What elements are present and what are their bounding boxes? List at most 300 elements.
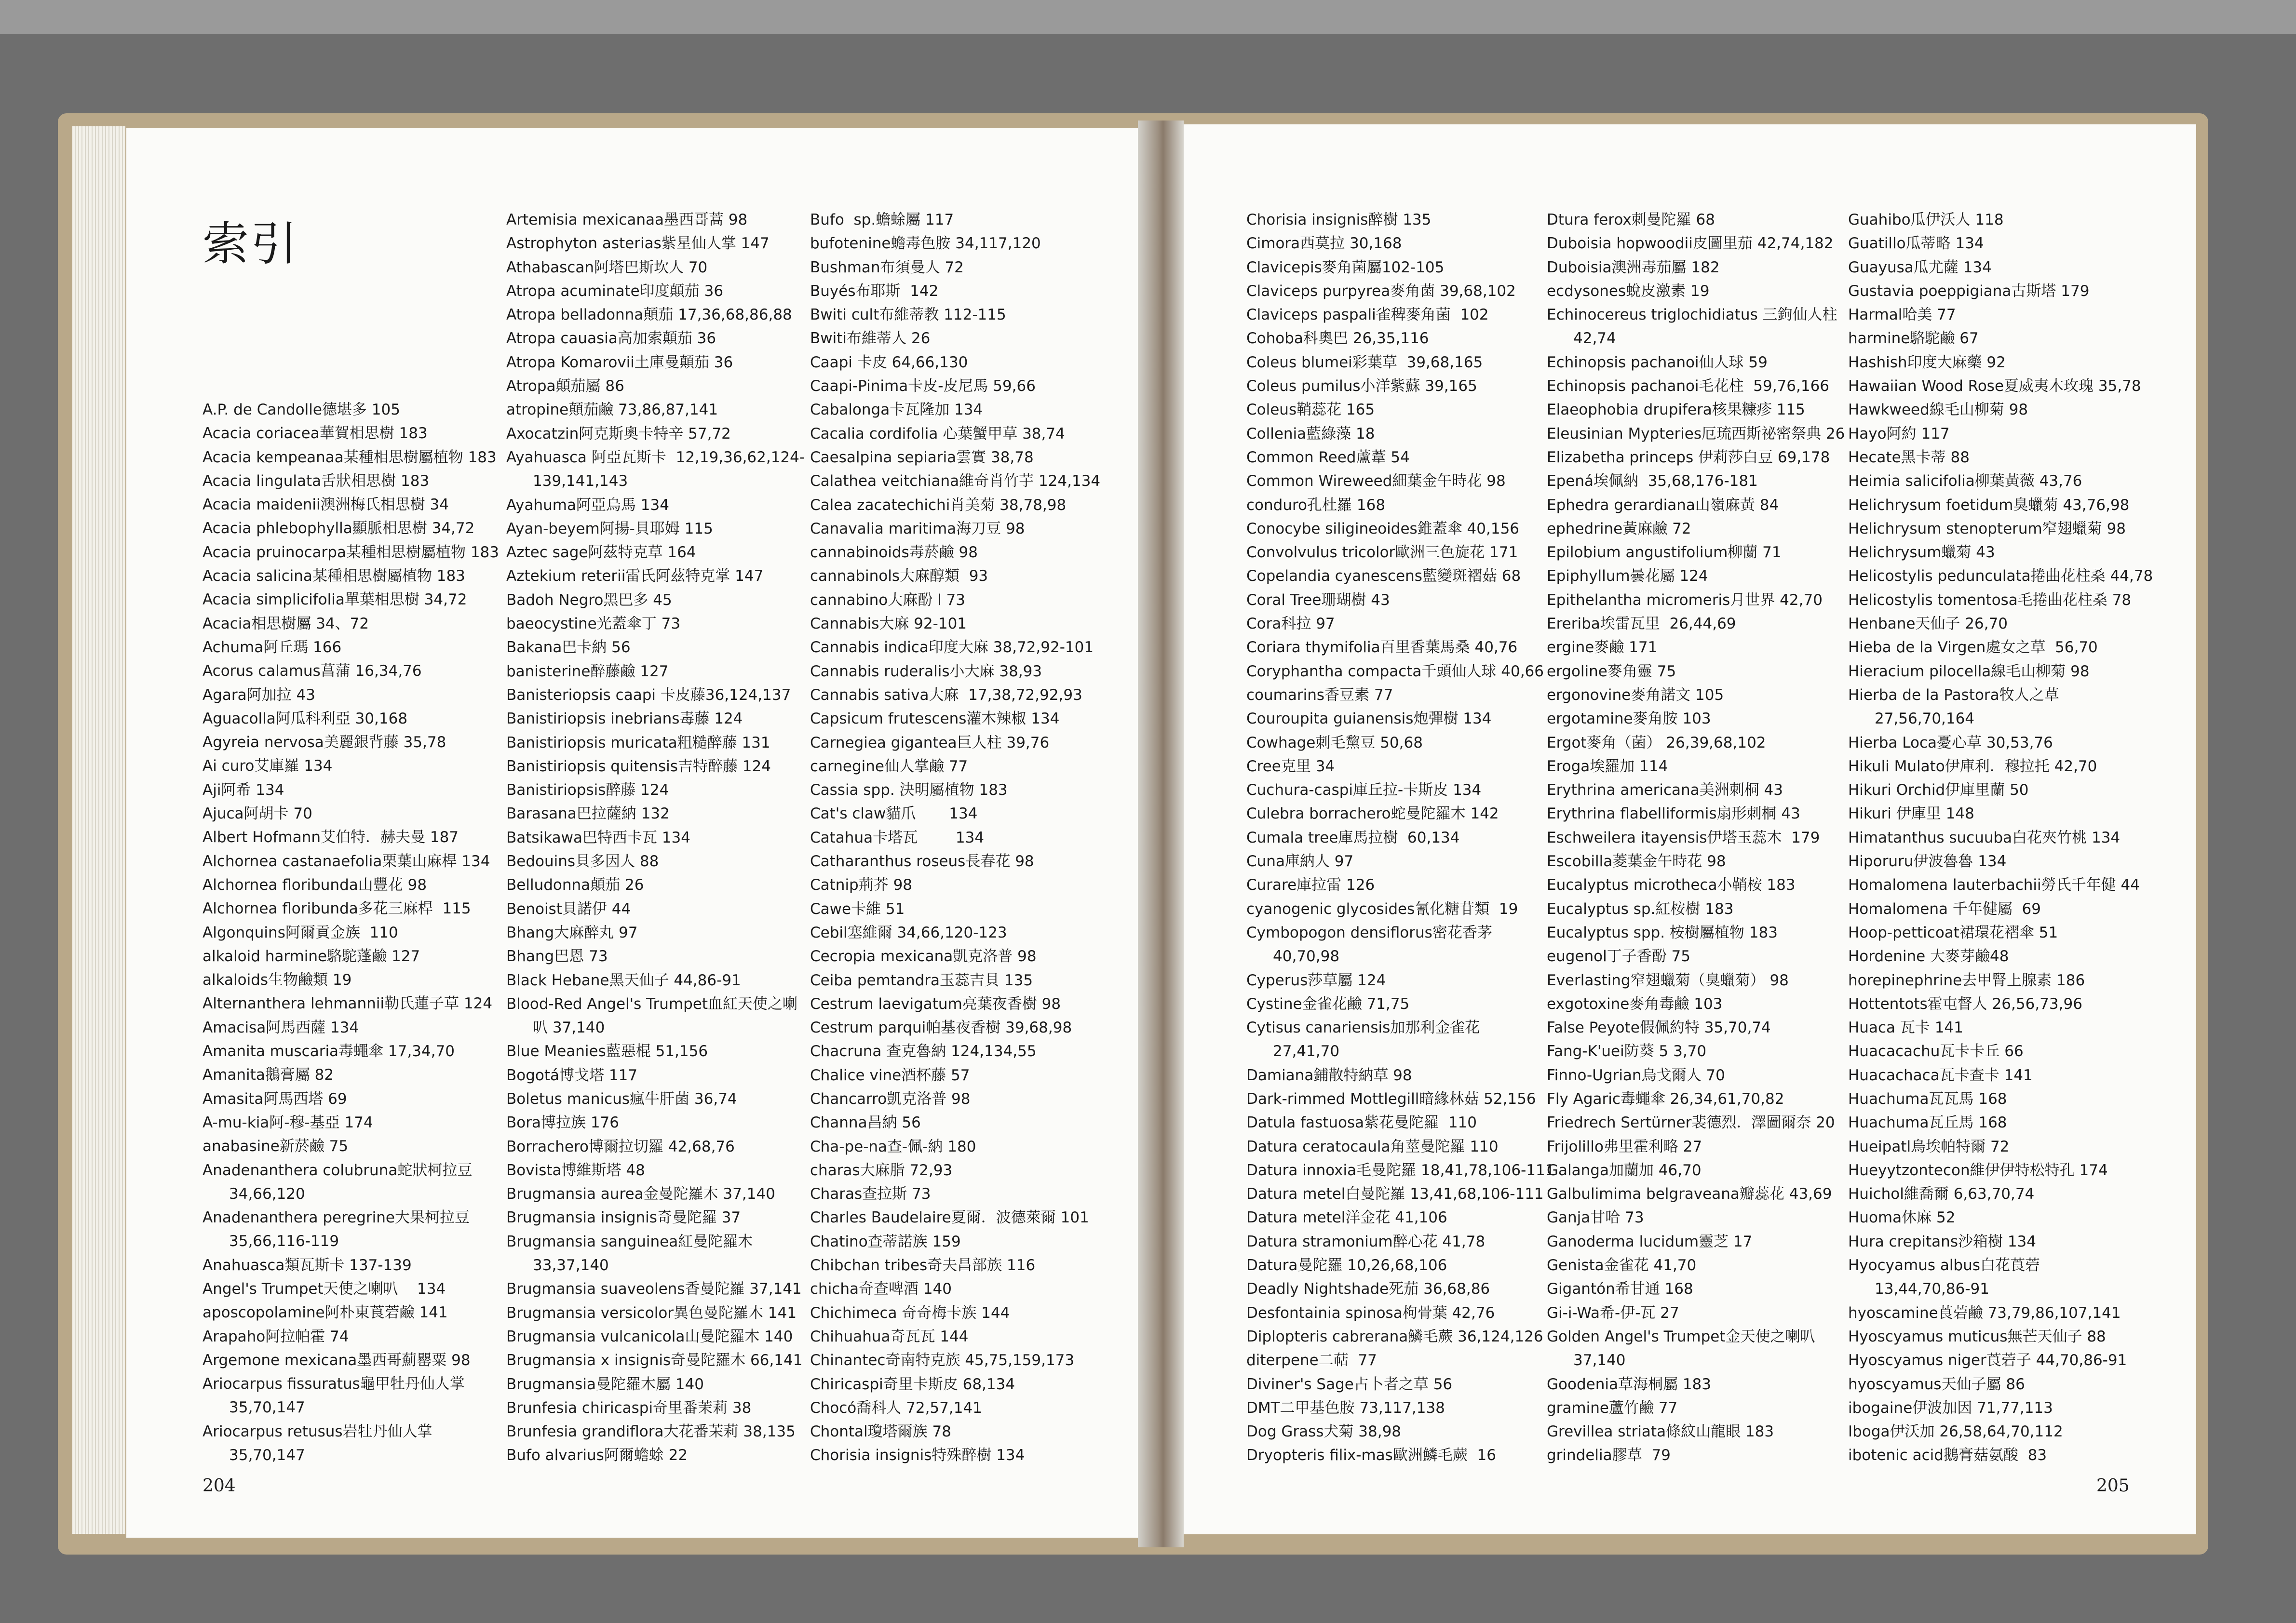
index-entry: Bakana巴卡納 56 <box>506 639 631 657</box>
index-entry: Cha-pe-na查-佩-納 180 <box>810 1138 976 1155</box>
index-entry: Amanita鵝膏屬 82 <box>203 1066 334 1084</box>
page-number-left: 204 <box>203 1476 236 1496</box>
index-entry: Helichrysum stenopterum窄翅蠟菊 98 <box>1848 520 2126 537</box>
index-entry: aposcopolamine阿朴東莨菪鹼 141 <box>203 1304 448 1322</box>
index-entry: Goodenia草海桐屬 183 <box>1547 1375 1711 1393</box>
index-entry: hyoscamine莨菪鹼 73,79,86,107,141 <box>1848 1304 2121 1322</box>
index-entry: Chatino查蒂諾族 159 <box>810 1233 961 1250</box>
index-entry: ibotenic acid鵝膏菇氨酸 83 <box>1848 1447 2047 1464</box>
index-entry: Caesalpina sepiaria雲實 38,78 <box>810 448 1034 466</box>
index-entry: Genista金雀花 41,70 <box>1547 1257 1697 1274</box>
index-column-left-1 <box>203 398 499 1467</box>
index-entry: Grevillea striata條紋山龍眼 183 <box>1547 1423 1774 1441</box>
index-entry-continuation: 27,41,70 <box>1273 1043 1340 1060</box>
index-entry: Cestrum laevigatum亮葉夜香樹 98 <box>810 995 1061 1013</box>
index-entry: Atropa cauasia高加索顛茄 36 <box>506 330 716 348</box>
index-entry-continuation: 叭 37,140 <box>533 1019 605 1037</box>
index-entry: Curare庫拉雷 126 <box>1246 876 1375 894</box>
index-entry: Acacia maidenii澳洲梅氏相思樹 34 <box>203 496 449 514</box>
index-entry: Ai curo艾庫羅 134 <box>203 757 333 775</box>
book-gutter <box>1138 121 1184 1547</box>
index-entry: Chorisia insignis特殊醉樹 134 <box>810 1447 1025 1464</box>
index-entry: Coleus pumilus小洋紫蘇 39,165 <box>1246 377 1477 395</box>
index-entry: Acacia coriacea華賀相思樹 183 <box>203 425 428 443</box>
index-entry: Couroupita guianensis炮彈樹 134 <box>1246 710 1492 728</box>
index-entry: ergotamine麥角胺 103 <box>1547 710 1711 728</box>
index-entry: Claviceps purpyrea麥角菌 39,68,102 <box>1246 282 1516 300</box>
index-entry: Hieba de la Virgen處女之草 56,70 <box>1848 639 2098 657</box>
index-entry: Charles Baudelaire夏爾．波德萊爾 101 <box>810 1209 1089 1227</box>
index-entry: Ganoderma lucidum靈芝 17 <box>1547 1233 1753 1250</box>
index-entry: Amanita muscaria毒蠅傘 17,34,70 <box>203 1043 455 1060</box>
index-entry: Conocybe siligineoides錐蓋傘 40,156 <box>1246 520 1520 537</box>
index-entry: Aji阿希 134 <box>203 781 284 799</box>
index-entry: Cytisus canariensis加那利金雀花 <box>1246 1019 1480 1037</box>
index-entry: Datura曼陀羅 10,26,68,106 <box>1246 1257 1447 1274</box>
index-entry: Hottentots霍屯督人 26,56,73,96 <box>1848 995 2082 1013</box>
index-entry: Cacalia cordifolia 心葉蟹甲草 38,74 <box>810 425 1065 443</box>
index-entry: Cebil塞維爾 34,66,120-123 <box>810 924 1007 941</box>
index-entry: Coral Tree珊瑚樹 43 <box>1246 591 1390 609</box>
index-entry: Angel's Trumpet天使之喇叭 134 <box>203 1280 446 1298</box>
index-entry: Acacia phlebophylla顯脈相思樹 34,72 <box>203 520 475 537</box>
index-entry: Bhang巴恩 73 <box>506 948 608 966</box>
index-entry-continuation: 42,74 <box>1573 330 1616 348</box>
index-entry: Banistiriopsis inebrians毒藤 124 <box>506 710 743 728</box>
index-entry: Clavicepis麥角菌屬102-105 <box>1246 258 1445 276</box>
index-entry: Blood-Red Angel's Trumpet血紅天使之喇 <box>506 995 798 1013</box>
index-entry: Huachuma瓦瓦馬 168 <box>1848 1090 2007 1108</box>
index-entry: Common Wireweed細葉金午時花 98 <box>1246 472 1506 490</box>
index-entry: Chichimeca 奇奇梅卡族 144 <box>810 1304 1010 1322</box>
index-entry: Cree克里 34 <box>1246 757 1335 775</box>
index-entry: Ergot麥角（菌） 26,39,68,102 <box>1547 734 1766 751</box>
index-entry: Catharanthus roseus長春花 98 <box>810 853 1034 871</box>
index-entry: cannabino大麻酚 l 73 <box>810 591 966 609</box>
index-entry: Diplopteris cabrerana鱗毛蕨 36,124,126 <box>1246 1328 1543 1345</box>
index-entry: Ceiba pemtandra玉蕊吉貝 135 <box>810 971 1033 989</box>
index-entry: gramine蘆竹鹼 77 <box>1547 1399 1678 1417</box>
index-entry: Banistiriopsis醉藤 124 <box>506 781 669 799</box>
index-entry: Friedrech Sertürner裴德烈．澤圖爾奈 20 <box>1547 1114 1835 1132</box>
index-entry: Guayusa瓜尤薩 134 <box>1848 258 1992 276</box>
index-entry: Ephedra gerardiana山嶺麻黃 84 <box>1547 496 1779 514</box>
index-entry: Buyés布耶斯 142 <box>810 282 939 300</box>
index-entry: Bedouins貝多因人 88 <box>506 853 659 871</box>
index-entry: Achuma阿丘瑪 166 <box>203 638 342 656</box>
index-entry: Hierba Loca憂心草 30,53,76 <box>1848 734 2053 751</box>
index-entry: Chancarro凱克洛普 98 <box>810 1090 971 1108</box>
index-entry: Huaca 瓦卡 141 <box>1848 1019 1963 1037</box>
index-entry: Desfontainia spinosa枸骨葉 42,76 <box>1246 1304 1495 1322</box>
index-entry-continuation: 27,56,70,164 <box>1875 710 1975 728</box>
index-entry: Hawkweed線毛山柳菊 98 <box>1848 401 2028 419</box>
index-entry: Helichrysum蠟菊 43 <box>1848 544 1995 562</box>
index-entry: Anadenanthera peregrine大果柯拉豆 <box>203 1209 470 1227</box>
index-entry: Diviner's Sage占卜者之草 56 <box>1246 1375 1453 1393</box>
index-entry: Hashish印度大麻藥 92 <box>1848 353 2006 371</box>
index-entry: Bushman布須曼人 72 <box>810 258 964 276</box>
index-entry: Gustavia poeppigiana古斯塔 179 <box>1848 282 2090 300</box>
index-entry: Albert Hofmann艾伯特．赫夫曼 187 <box>203 829 459 846</box>
index-entry: Escobilla菱葉金午時花 98 <box>1547 853 1726 871</box>
index-entry: Brugmansia vulcanicola山曼陀羅木 140 <box>506 1328 793 1345</box>
index-column-left-3 <box>810 208 1119 1468</box>
index-entry: Erythrina americana美洲刺桐 43 <box>1547 781 1783 799</box>
index-entry: Black Hebane黑天仙子 44,86-91 <box>506 971 741 989</box>
index-entry: cannabinoids毒菸鹼 98 <box>810 544 978 562</box>
index-entry: anabasine新菸鹼 75 <box>203 1138 349 1155</box>
index-entry: exgotoxine麥角毒鹼 103 <box>1547 995 1723 1013</box>
index-entry: Acacia lingulata舌狀相思樹 183 <box>203 472 430 490</box>
index-column-right-3 <box>1848 208 2157 1468</box>
index-entry: Huacachaca瓦卡查卡 141 <box>1848 1066 2033 1084</box>
index-entry: Helicostylis tomentosa毛捲曲花柱桑 78 <box>1848 591 2132 609</box>
index-entry: Dryopteris filix-mas歐洲鱗毛蕨 16 <box>1246 1447 1496 1464</box>
index-entry-continuation: 35,70,147 <box>229 1447 305 1464</box>
index-entry: Algonquins阿爾貢金族 110 <box>203 924 398 941</box>
index-entry: Acacia相思樹屬 34、72 <box>203 615 369 632</box>
index-entry: Agara阿加拉 43 <box>203 686 315 704</box>
index-entry: atropine顛茄鹼 73,86,87,141 <box>506 401 718 419</box>
index-entry: Cymbopogon densiflorus密花香茅 <box>1246 924 1492 941</box>
index-entry: Cabalonga卡瓦隆加 134 <box>810 401 983 419</box>
index-entry: Cannabis大麻 92-101 <box>810 615 967 633</box>
index-entry: Alchornea castanaefolia栗葉山麻桿 134 <box>203 852 490 870</box>
index-entry: Hueyytzontecon維伊伊特松特孔 174 <box>1848 1161 2108 1179</box>
index-column-right-2 <box>1547 208 1845 1468</box>
index-entry: Iboga伊沃加 26,58,64,70,112 <box>1848 1423 2063 1441</box>
index-entry: Blue Meanies藍惡棍 51,156 <box>506 1043 708 1060</box>
index-entry-continuation: 40,70,98 <box>1273 948 1340 966</box>
index-entry: Bwiti布維蒂人 26 <box>810 330 931 348</box>
index-entry: Cuchura-caspi庫丘拉-卡斯皮 134 <box>1246 781 1482 799</box>
index-entry: coumarins香豆素 77 <box>1246 686 1393 704</box>
index-entry: Homalomena lauterbachii勞氏千年健 44 <box>1848 876 2140 894</box>
index-entry: Chocó喬科人 72,57,141 <box>810 1399 982 1417</box>
index-entry: A.P. de Candolle德堪多 105 <box>203 401 400 418</box>
index-entry: Hiporuru伊波魯魯 134 <box>1848 853 2007 871</box>
index-entry: Aztekium reterii雷氏阿茲特克掌 147 <box>506 567 764 585</box>
index-entry: Barasana巴拉薩納 132 <box>506 805 670 823</box>
index-entry: Hayo阿約 117 <box>1848 425 1950 443</box>
index-entry: ergonovine麥角諾文 105 <box>1547 686 1724 704</box>
index-entry: Amacisa阿馬西薩 134 <box>203 1019 359 1036</box>
index-entry: ecdysones蛻皮激素 19 <box>1547 282 1710 300</box>
index-entry: Dog Grass犬菊 38,98 <box>1246 1423 1402 1441</box>
index-entry: Atropa顛茄屬 86 <box>506 377 624 395</box>
index-entry: Echinopsis pachanoi仙人球 59 <box>1547 353 1768 371</box>
index-entry: Aztec sage阿茲特克草 164 <box>506 544 696 562</box>
index-entry: Arapaho阿拉帕霍 74 <box>203 1328 349 1345</box>
index-entry: Hueipatl烏埃帕特爾 72 <box>1848 1138 2010 1155</box>
index-entry: Brugmansia versicolor異色曼陀羅木 141 <box>506 1304 797 1322</box>
index-entry-continuation: 139,141,143 <box>533 472 628 490</box>
index-entry: Eroga埃羅加 114 <box>1547 757 1668 775</box>
index-entry: Hikuri Orchid伊庫里蘭 50 <box>1848 781 2029 799</box>
index-entry-continuation: 13,44,70,86-91 <box>1875 1280 1989 1298</box>
index-entry-continuation: 35,66,116-119 <box>229 1233 339 1250</box>
index-entry: Atropa Komarovii土庫曼顛茄 36 <box>506 353 733 371</box>
index-entry: Galanga加蘭加 46,70 <box>1547 1161 1702 1179</box>
index-entry: banisterine醉藤鹼 127 <box>506 662 669 680</box>
index-entry: Ayahuasca 阿亞瓦斯卡 12,19,36,62,124- <box>506 448 805 466</box>
index-entry: Cumala tree庫馬拉樹 60,134 <box>1246 829 1460 846</box>
index-entry: diterpene二萜 77 <box>1246 1352 1377 1369</box>
index-entry: Calathea veitchiana維奇肖竹芋 124,134 <box>810 472 1101 490</box>
index-entry: Hordenine 大麥芽鹼48 <box>1848 948 2009 966</box>
index-entry: Datura metel洋金花 41,106 <box>1246 1209 1447 1227</box>
index-entry: Fang-K'uei防葵 5 3,70 <box>1547 1043 1707 1060</box>
index-entry: Carnegiea gigantea巨人柱 39,76 <box>810 734 1050 751</box>
index-entry: grindelia膠草 79 <box>1547 1447 1671 1464</box>
index-entry: Hikuri 伊庫里 148 <box>1848 805 1974 823</box>
index-entry: Convolvulus tricolor歐洲三色旋花 171 <box>1246 544 1518 562</box>
index-entry: Bogotá博戈塔 117 <box>506 1066 638 1084</box>
index-entry: Caapi 卡皮 64,66,130 <box>810 353 968 371</box>
index-entry: Golden Angel's Trumpet金天使之喇叭 <box>1547 1328 1815 1345</box>
index-entry: Eucalyptus spp. 桉樹屬植物 183 <box>1547 924 1778 941</box>
index-entry: Epená埃佩納 35,68,176-181 <box>1547 472 1758 490</box>
index-entry: carnegine仙人掌鹼 77 <box>810 757 968 775</box>
index-entry: Alternanthera lehmannii勒氏蓮子草 124 <box>203 995 493 1013</box>
index-entry: Galbulimima belgraveana瓣蕊花 43,69 <box>1547 1185 1832 1203</box>
index-entry: Coleus鞘蕊花 165 <box>1246 401 1375 419</box>
index-entry: Elizabetha princeps 伊莉莎白豆 69,178 <box>1547 448 1830 466</box>
index-entry: Chihuahua奇瓦瓦 144 <box>810 1328 969 1345</box>
index-entry-continuation: 33,37,140 <box>533 1257 609 1274</box>
index-entry: Chibchan tribes奇夫昌部族 116 <box>810 1257 1036 1274</box>
index-entry: Heimia salicifolia柳葉黃薇 43,76 <box>1848 472 2082 490</box>
index-entry-continuation: 35,70,147 <box>229 1399 305 1417</box>
index-entry: Charas查拉斯 73 <box>810 1185 931 1203</box>
index-entry: Everlasting窄翅蠟菊（臭蠟菊） 98 <box>1547 971 1789 989</box>
index-entry: Helicostylis pedunculata捲曲花柱桑 44,78 <box>1848 567 2153 585</box>
index-entry: Cat's claw貓爪 134 <box>810 805 978 823</box>
index-entry: Datura innoxia毛曼陀羅 18,41,78,106-111 <box>1246 1161 1555 1179</box>
index-entry: Cora科拉 97 <box>1246 615 1335 633</box>
index-entry: Catnip荊芥 98 <box>810 876 913 894</box>
index-entry: Guatillo瓜蒂略 134 <box>1848 235 1984 253</box>
index-entry: Datura metel白曼陀羅 13,41,68,106-111 <box>1246 1185 1544 1203</box>
index-entry: Duboisia hopwoodii皮圖里茄 42,74,182 <box>1547 235 1834 253</box>
index-entry: harmine駱駝鹼 67 <box>1848 330 1979 348</box>
index-entry: Cohoba科奧巴 26,35,116 <box>1246 330 1429 348</box>
index-entry: Banisteriopsis caapi 卡皮藤36,124,137 <box>506 686 791 704</box>
index-entry: Epiphyllum曇花屬 124 <box>1547 567 1708 585</box>
index-entry: Echinopsis pachanoi毛花柱 59,76,166 <box>1547 377 1830 395</box>
index-entry: Cannabis indica印度大麻 38,72,92-101 <box>810 639 1094 657</box>
index-entry: Brugmansia aurea金曼陀羅木 37,140 <box>506 1185 775 1203</box>
index-entry: Claviceps paspali雀稗麥角菌 102 <box>1246 306 1489 324</box>
index-entry: Brugmansia insignis奇曼陀羅 37 <box>506 1209 741 1227</box>
index-entry: Chorisia insignis醉樹 135 <box>1246 211 1432 228</box>
index-entry: Canavalia maritima海刀豆 98 <box>810 520 1025 537</box>
index-entry: Elaeophobia drupifera核果糠疹 115 <box>1547 401 1805 419</box>
index-entry: Brugmansia x insignis奇曼陀羅木 66,141 <box>506 1352 803 1369</box>
index-entry: False Peyote假佩約特 35,70,74 <box>1547 1019 1771 1037</box>
index-entry: Caapi-Pinima卡皮-皮尼馬 59,66 <box>810 377 1036 395</box>
index-entry: Chiricaspi奇里卡斯皮 68,134 <box>810 1375 1015 1393</box>
index-entry: Hyoscyamus niger莨菪子 44,70,86-91 <box>1848 1352 2127 1369</box>
index-entry: Eucalyptus microtheca小鞘桉 183 <box>1547 876 1796 894</box>
index-entry: Athabascan阿塔巴斯坎人 70 <box>506 258 708 276</box>
index-entry: Anahuasca類瓦斯卡 137-139 <box>203 1256 412 1274</box>
index-entry: Epithelantha micromeris月世界 42,70 <box>1547 591 1823 609</box>
index-entry: Finno-Ugrian烏戈爾人 70 <box>1547 1066 1725 1084</box>
index-entry: Echinocereus triglochidiatus 三鉤仙人柱 <box>1547 306 1837 324</box>
index-entry: Huachuma瓦丘馬 168 <box>1848 1114 2007 1132</box>
index-entry: Cyperus莎草屬 124 <box>1246 971 1386 989</box>
index-entry: Chalice vine酒杯藤 57 <box>810 1066 970 1084</box>
index-entry: Coriara thymifolia百里香葉馬桑 40,76 <box>1246 639 1518 657</box>
index-entry: Datura stramonium醉心花 41,78 <box>1246 1233 1486 1250</box>
index-entry-continuation: 34,66,120 <box>229 1185 305 1203</box>
index-entry: Gigantón希甘通 168 <box>1547 1280 1693 1298</box>
index-entry: Ayan-beyem阿揚-貝耶姆 115 <box>506 520 713 537</box>
index-entry: Artemisia mexicanaa墨西哥蒿 98 <box>506 211 748 228</box>
index-entry: Himatanthus sucuuba白花夾竹桃 134 <box>1848 829 2120 846</box>
index-entry: Argemone mexicana墨西哥薊罌粟 98 <box>203 1351 471 1369</box>
index-entry: Axocatzin阿克斯奧卡特辛 57,72 <box>506 425 731 443</box>
index-entry: Epilobium angustifolium柳蘭 71 <box>1547 544 1782 562</box>
index-entry: Copelandia cyanescens藍變斑褶菇 68 <box>1246 567 1521 585</box>
index-entry: Calea zacatechichi肖美菊 38,78,98 <box>810 496 1067 514</box>
index-entry: ephedrine黃麻鹼 72 <box>1547 520 1691 537</box>
index-entry: Acacia simplicifolia單葉相思樹 34,72 <box>203 591 467 609</box>
index-entry: cyanogenic glycosides氰化糖苷類 19 <box>1246 900 1518 918</box>
index-entry: Hyoscyamus muticus無芒天仙子 88 <box>1848 1328 2106 1345</box>
index-entry: Anadenanthera colubruna蛇狀柯拉豆 <box>203 1161 473 1179</box>
index-entry: Cuna庫納人 97 <box>1246 853 1354 871</box>
index-entry: baeocystine光蓋傘丁 73 <box>506 615 681 633</box>
index-entry: Eleusinian Mypteries厄琉西斯祕密祭典 26 <box>1547 425 1845 443</box>
index-entry: Ayahuma阿亞烏馬 134 <box>506 496 669 514</box>
index-entry: Hoop-petticoat裙環花褶傘 51 <box>1848 924 2058 941</box>
index-entry: Bufo sp.蟾蜍屬 117 <box>810 211 954 228</box>
index-entry: Hieracium pilocella線毛山柳菊 98 <box>1848 662 2090 680</box>
index-entry: Henbane天仙子 26,70 <box>1848 615 2008 633</box>
index-entry: Banistiriopsis muricata粗糙醉藤 131 <box>506 734 770 751</box>
scan-background-strip <box>0 0 2296 34</box>
index-entry: Frijolillo弗里霍利略 27 <box>1547 1138 1702 1155</box>
index-entry: ibogaine伊波加因 71,77,113 <box>1848 1399 2053 1417</box>
index-entry: bufotenine蟾毒色胺 34,117,120 <box>810 235 1041 253</box>
index-entry: Duboisia澳洲毒茄屬 182 <box>1547 258 1720 276</box>
index-entry: Dtura ferox刺曼陀羅 68 <box>1547 211 1715 228</box>
index-entry: Cowhage刺毛黧豆 50,68 <box>1246 734 1423 751</box>
index-entry: Huacacachu瓦卡卡丘 66 <box>1848 1043 2024 1060</box>
index-entry: Bhang大麻醉丸 97 <box>506 924 638 941</box>
index-entry: Cawe卡維 51 <box>810 900 905 918</box>
index-entry: Ganja甘哈 73 <box>1547 1209 1644 1227</box>
index-entry: Damiana鋪散特納草 98 <box>1246 1066 1412 1084</box>
index-entry: Hierba de la Pastora牧人之草 <box>1848 686 2059 704</box>
index-entry: Bufo alvarius阿爾蟾蜍 22 <box>506 1447 688 1464</box>
index-entry: Astrophyton asterias紫星仙人掌 147 <box>506 235 770 253</box>
index-entry: Badoh Negro黑巴多 45 <box>506 591 672 609</box>
index-entry: Culebra borrachero蛇曼陀羅木 142 <box>1246 805 1499 823</box>
index-entry: Chinantec奇南特克族 45,75,159,173 <box>810 1352 1075 1369</box>
index-entry: Belludonna顛茄 26 <box>506 876 644 894</box>
index-entry: Aguacolla阿瓜科利亞 30,168 <box>203 710 408 727</box>
index-entry: Acorus calamus菖蒲 16,34,76 <box>203 662 422 680</box>
index-entry: Borrachero博爾拉切羅 42,68,76 <box>506 1138 735 1155</box>
index-entry: Cimora西莫拉 30,168 <box>1246 235 1402 253</box>
index-entry: Huichol維喬爾 6,63,70,74 <box>1848 1185 2035 1203</box>
index-entry: Brugmansia曼陀羅木屬 140 <box>506 1375 704 1393</box>
index-entry: Ereriba埃雷瓦里 26,44,69 <box>1547 615 1736 633</box>
index-entry: Catahua卡塔瓦 134 <box>810 829 985 846</box>
index-entry: Brugmansia suaveolens香曼陀羅 37,141 <box>506 1280 802 1298</box>
index-entry: hyoscyamus天仙子屬 86 <box>1848 1375 2025 1393</box>
index-entry: Acacia kempeanaa某種相思樹屬植物 183 <box>203 448 497 466</box>
index-entry: Ajuca阿胡卡 70 <box>203 805 312 823</box>
index-entry: Alchornea floribunda山豐花 98 <box>203 876 427 894</box>
index-entry: cannabinols大麻醇類 93 <box>810 567 988 585</box>
index-entry: Ariocarpus retusus岩牡丹仙人掌 <box>203 1422 432 1440</box>
index-entry: Banistiriopsis quitensis吉特醉藤 124 <box>506 757 771 775</box>
index-entry: Erythrina flabelliformis扇形刺桐 43 <box>1547 805 1800 823</box>
index-entry: Gi-i-Wa希-伊-瓦 27 <box>1547 1304 1679 1322</box>
index-entry: Boletus manicus瘋牛肝菌 36,74 <box>506 1090 737 1108</box>
index-entry: alkaloid harmine駱駝蓬鹼 127 <box>203 947 420 965</box>
index-entry: alkaloids生物鹼類 19 <box>203 971 352 989</box>
index-entry: Agyreia nervosa美麗銀背藤 35,78 <box>203 734 446 751</box>
index-entry: Cassia spp. 決明屬植物 183 <box>810 781 1008 799</box>
index-entry: Datura ceratocaula角莖曼陀羅 110 <box>1246 1138 1499 1155</box>
index-entry: Cannabis sativa大麻 17,38,72,92,93 <box>810 686 1082 704</box>
index-entry: Brunfesia chiricaspi奇里番茉莉 38 <box>506 1399 752 1417</box>
index-entry: Benoist貝諾伊 44 <box>506 900 631 918</box>
index-entry: Huoma休麻 52 <box>1848 1209 1956 1227</box>
index-entry: Datula fastuosa紫花曼陀羅 110 <box>1246 1114 1477 1132</box>
index-entry: Collenia藍綠藻 18 <box>1246 425 1375 443</box>
index-entry: ergine麥鹼 171 <box>1547 639 1658 657</box>
index-entry: Acacia pruinocarpa某種相思樹屬植物 183 <box>203 543 499 561</box>
index-entry: Hyocyamus albus白花莨菪 <box>1848 1257 2040 1274</box>
index-entry: Alchornea floribunda多花三麻桿 115 <box>203 900 471 918</box>
index-entry: Batsikawa巴特西卡瓦 134 <box>506 829 690 846</box>
index-entry-continuation: 37,140 <box>1573 1352 1626 1369</box>
index-entry: ergoline麥角靈 75 <box>1547 662 1676 680</box>
index-entry: Coleus blumei彩葉草 39,68,165 <box>1246 353 1483 371</box>
index-entry: Atropa acuminate印度顛茄 36 <box>506 282 724 300</box>
index-entry: Cestrum parqui帕基夜香樹 39,68,98 <box>810 1019 1072 1037</box>
index-entry: Hikuli Mulato伊庫利．穆拉托 42,70 <box>1848 757 2097 775</box>
index-entry: eugenol丁子香酚 75 <box>1547 948 1690 966</box>
index-entry: Eschweilera itayensis伊塔玉蕊木 179 <box>1547 829 1820 846</box>
index-entry: Bovista博維斯塔 48 <box>506 1161 645 1179</box>
index-column-left-2 <box>506 208 805 1468</box>
index-entry: DMT二甲基色胺 73,117,138 <box>1246 1399 1445 1417</box>
index-entry: charas大麻脂 72,93 <box>810 1161 953 1179</box>
index-entry: Guahibo瓜伊沃人 118 <box>1848 211 2004 228</box>
index-entry: Amasita阿馬西塔 69 <box>203 1090 347 1108</box>
index-entry: Hawaiian Wood Rose夏威夷木玫瑰 35,78 <box>1848 377 2141 395</box>
index-entry: Dark-rimmed Mottlegill暗緣林菇 52,156 <box>1246 1090 1536 1108</box>
page-number-right: 205 <box>2096 1476 2130 1496</box>
index-entry: Coryphantha compacta千頭仙人球 40,66 <box>1246 662 1544 680</box>
index-entry: Harmal哈美 77 <box>1848 306 1956 324</box>
index-entry: Brunfesia grandiflora大花番茉莉 38,135 <box>506 1423 796 1441</box>
index-entry: Eucalyptus sp.紅桉樹 183 <box>1547 900 1734 918</box>
index-entry: Cystine金雀花鹼 71,75 <box>1246 995 1410 1013</box>
index-entry: Hecate黑卡蒂 88 <box>1848 448 1970 466</box>
index-entry: Deadly Nightshade死茄 36,68,86 <box>1246 1280 1490 1298</box>
index-entry: Bwiti cult布維蒂教 112-115 <box>810 306 1006 324</box>
page-edges <box>72 126 125 1534</box>
